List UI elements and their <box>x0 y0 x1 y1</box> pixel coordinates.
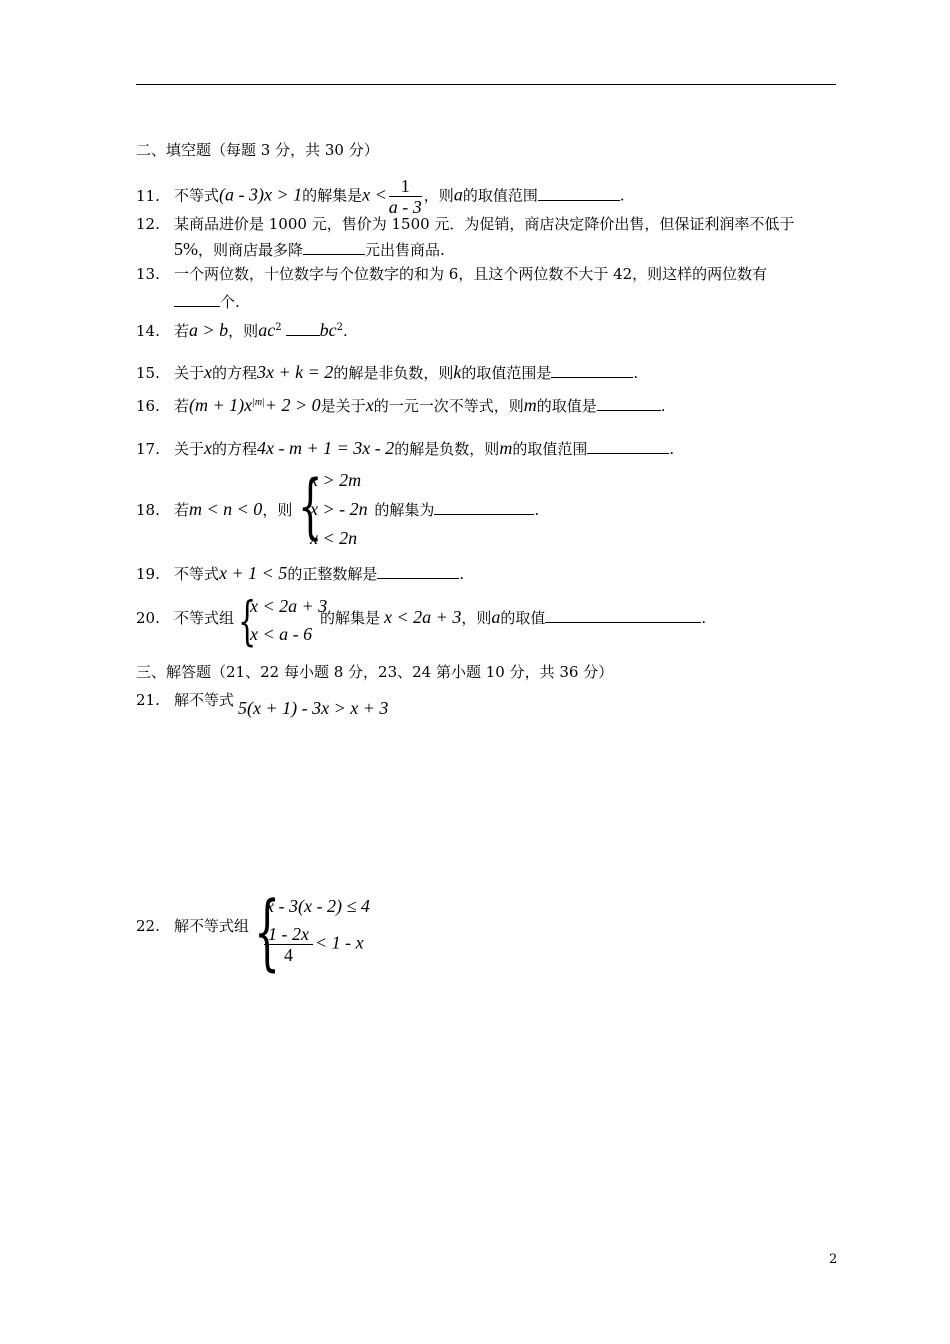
question-text: 的取值是 <box>536 397 597 415</box>
punctuation: . <box>619 186 625 205</box>
question-12-line-2 <box>174 238 445 260</box>
question-text: 的解是负数，则 <box>394 440 500 458</box>
math-expression: x < <box>362 184 387 205</box>
question-number: 14. <box>136 322 160 340</box>
question-number: 15. <box>136 364 160 382</box>
question-number: 17. <box>136 440 160 458</box>
punctuation: . <box>701 609 707 627</box>
exponent: |m| <box>252 397 265 408</box>
math-variable: x <box>204 362 213 382</box>
fraction-denominator: a - 3 <box>388 197 422 217</box>
question-text: 的方程 <box>212 440 258 458</box>
math-variable: x <box>204 438 213 458</box>
answer-blank[interactable] <box>286 319 320 336</box>
question-text: 关于 <box>174 440 205 458</box>
header-rule <box>136 84 836 85</box>
exponent: 2 <box>275 322 282 333</box>
question-text: 的解集为 <box>374 501 435 519</box>
question-text: 不等式 <box>174 565 220 583</box>
system-inequality: x < a - 6 <box>250 624 313 644</box>
answer-blank[interactable] <box>545 606 701 623</box>
answer-blank[interactable] <box>551 361 633 378</box>
answer-blank[interactable] <box>303 238 365 255</box>
answer-blank[interactable] <box>538 184 620 201</box>
punctuation: . <box>633 364 639 382</box>
fraction <box>264 924 313 965</box>
system-inequality: x - 3(x - 2) ≤ 4 <box>266 896 370 916</box>
question-20 <box>136 606 706 628</box>
math-expression: 4x - m + 1 = 3x - 2 <box>257 438 395 458</box>
math-expression: m < n < 0 <box>189 499 263 519</box>
answer-blank[interactable] <box>434 498 534 515</box>
left-brace-icon: { <box>298 465 323 547</box>
punctuation: . <box>660 397 666 415</box>
question-text: ，则商店最多降 <box>198 241 304 259</box>
punctuation: . <box>669 440 675 458</box>
question-17 <box>136 437 674 459</box>
question-13-line-2 <box>174 290 240 312</box>
question-text: 若 <box>174 501 190 519</box>
question-text: ，则 <box>423 186 454 205</box>
question-number: 18. <box>136 501 160 519</box>
answer-blank[interactable] <box>174 290 220 307</box>
question-text: 关于 <box>174 364 205 382</box>
section-3-title: 三、解答题（21、22 每小题 8 分，23、24 第小题 10 分，共 36 分） <box>136 663 614 681</box>
question-21 <box>136 690 234 710</box>
punctuation: . <box>534 501 540 519</box>
question-text: 的正整数解是 <box>287 565 378 583</box>
question-text: ，则 <box>461 609 492 627</box>
math-expression: 5(x + 1) - 3x > x + 3 <box>238 698 389 718</box>
question-text: 解不等式组 <box>174 917 250 935</box>
question-text: 某商品进价是 1000 元，售价为 1500 元．为促销，商店决定降价出售，但保证利润率不低于 <box>174 215 795 233</box>
math-expression: + 2 > 0 <box>264 395 321 415</box>
question-text: 不等式组 <box>174 609 235 627</box>
question-text: 若 <box>174 397 190 415</box>
system-inequality: x < 2a + 3 <box>250 596 328 616</box>
question-number: 21. <box>136 691 160 709</box>
left-brace-icon: { <box>238 592 257 652</box>
fraction-numerator: 1 <box>389 176 422 197</box>
question-number: 22. <box>136 917 160 935</box>
question-15 <box>136 361 638 383</box>
question-text: 一个两位数，十位数字与个位数字的和为 6，且这个两位数不大于 42，则这样的两位数有 <box>174 265 768 283</box>
system-inequality <box>264 924 364 965</box>
math-variable: m <box>523 395 537 415</box>
exponent: 2 <box>336 322 343 333</box>
question-text: 的解集是 <box>320 609 381 627</box>
punctuation: . <box>342 322 348 340</box>
question-number: 12. <box>136 215 160 233</box>
question-number: 11. <box>136 186 160 205</box>
fraction-denominator: 4 <box>283 945 293 965</box>
math-variable: x <box>365 395 374 415</box>
question-text: ，则 <box>262 501 293 519</box>
question-12-line-1 <box>136 214 794 234</box>
question-number: 20. <box>136 609 160 627</box>
question-text: 的一元一次不等式，则 <box>373 397 524 415</box>
math-variable: m <box>499 438 513 458</box>
question-text: ，则 <box>228 322 259 340</box>
math-expression: ac <box>258 320 276 340</box>
math-expression: x + 1 < 5 <box>219 563 288 583</box>
question-text: 的解集是 <box>302 186 363 205</box>
math-variable: a <box>453 184 463 205</box>
math-expression: a > b <box>189 320 229 340</box>
question-text: 元出售商品. <box>365 241 445 259</box>
question-text: 不等式 <box>174 186 220 205</box>
page-number: 2 <box>829 1252 838 1267</box>
math-variable: k <box>453 362 462 382</box>
answer-blank[interactable] <box>597 394 661 411</box>
question-text: 的方程 <box>212 364 258 382</box>
question-22 <box>136 916 249 936</box>
question-number: 13. <box>136 265 160 283</box>
question-text: 若 <box>174 322 190 340</box>
left-brace-icon: { <box>254 885 281 980</box>
question-text: 是关于 <box>320 397 366 415</box>
question-number: 16. <box>136 397 160 415</box>
answer-blank[interactable] <box>587 437 669 454</box>
question-14 <box>136 318 348 341</box>
system-equation: x < 2n <box>310 528 358 548</box>
question-19 <box>136 562 464 584</box>
math-expression: 5% <box>174 239 198 259</box>
question-text: 的取值 <box>500 609 546 627</box>
math-expression: bc <box>319 320 337 340</box>
fraction <box>389 176 422 217</box>
question-text: 解不等式 <box>174 691 235 709</box>
question-text: 的取值范围 <box>512 440 588 458</box>
question-13-line-1 <box>136 264 767 284</box>
system-equation: x > 2m <box>310 470 362 490</box>
section-2-title: 二、填空题（每题 3 分，共 30 分） <box>136 141 379 159</box>
punctuation: . <box>459 565 465 583</box>
question-16 <box>136 393 666 416</box>
question-text: 的解是非负数，则 <box>333 364 454 382</box>
question-text: 的取值范围是 <box>461 364 552 382</box>
question-text: 个. <box>220 293 240 311</box>
question-text: 的取值范围 <box>462 186 538 205</box>
math-expression: x < 2a + 3 <box>384 607 462 627</box>
answer-blank[interactable] <box>377 562 459 579</box>
math-expression: (a - 3)x > 1 <box>219 184 303 205</box>
question-number: 19. <box>136 565 160 583</box>
fraction-numerator: 1 - 2x <box>264 924 313 945</box>
math-expression: 3x + k = 2 <box>257 362 334 382</box>
question-11 <box>136 176 625 217</box>
system-equation: x > - 2n <box>310 499 368 519</box>
math-expression: < 1 - x <box>314 932 364 953</box>
math-variable: a <box>491 607 501 627</box>
math-expression: (m + 1)x <box>189 395 253 415</box>
